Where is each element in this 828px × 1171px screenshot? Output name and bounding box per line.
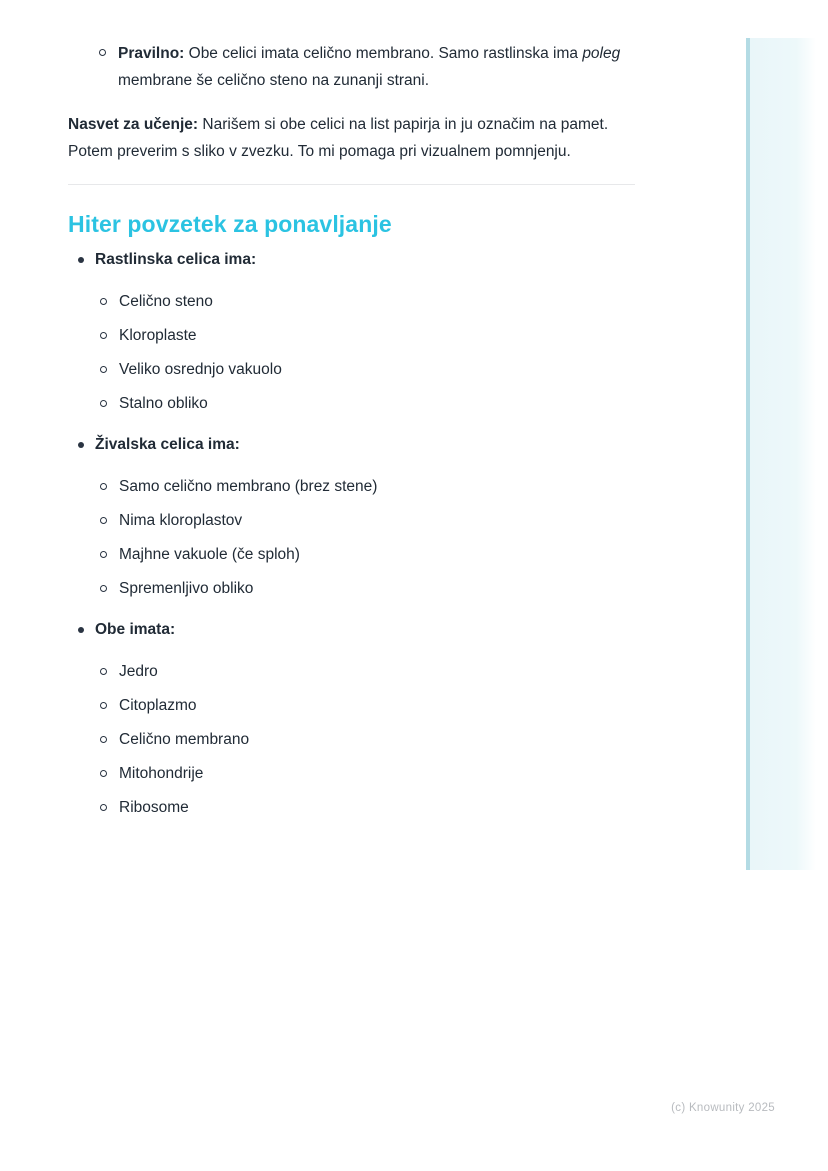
list-item (68, 289, 648, 315)
list-item (68, 357, 648, 383)
group-title: Rastlinska celica ima: (95, 251, 257, 268)
intro-bullet-list (68, 40, 648, 94)
footer-credit: (c) Knowunity 2025 (671, 1102, 775, 1114)
disc-bullet-icon (78, 257, 84, 263)
list-item-text: Ribosome (119, 799, 189, 816)
pravilno-text (118, 40, 626, 94)
page-edge-accent-fill (750, 38, 816, 870)
circle-bullet-icon (100, 585, 107, 592)
list-item-text: Samo celično membrano (brez stene) (119, 478, 378, 495)
circle-bullet-icon (100, 668, 107, 675)
list-item-text: Kloroplaste (119, 327, 197, 344)
list-item-pravilno (68, 40, 648, 94)
sub-list (68, 289, 648, 417)
group-head (68, 617, 648, 643)
circle-bullet-icon (100, 366, 107, 373)
page-edge-accent (746, 38, 816, 870)
group-head (68, 247, 648, 273)
circle-bullet-icon (100, 483, 107, 490)
list-item-text: Jedro (119, 663, 158, 680)
summary-group-rastlinska (68, 247, 648, 417)
pravilno-label: Pravilno: (118, 45, 185, 62)
summary-list (68, 247, 648, 821)
circle-bullet-icon (100, 551, 107, 558)
circle-bullet-icon (100, 332, 107, 339)
list-item-text: Majhne vakuole (če sploh) (119, 546, 300, 563)
circle-bullet-icon (100, 702, 107, 709)
list-item (68, 727, 648, 753)
list-item (68, 761, 648, 787)
list-item (68, 795, 648, 821)
disc-bullet-icon (78, 627, 84, 633)
group-title: Obe imata: (95, 621, 176, 638)
circle-bullet-icon (100, 804, 107, 811)
circle-bullet-icon (100, 736, 107, 743)
document-content (68, 40, 648, 836)
circle-bullet-icon (100, 517, 107, 524)
list-item (68, 391, 648, 417)
group-head (68, 432, 648, 458)
section-divider (68, 184, 635, 185)
list-item-text: Veliko osrednjo vakuolo (119, 361, 282, 378)
list-item-text: Spremenljivo obliko (119, 580, 254, 597)
study-tip-text: Narišem si obe celici na list papirja in ju označim na pamet. Potem preverim s sliko v zvezku. To mi pomaga pri vizualnem pomnjenju. (68, 116, 609, 160)
list-item (68, 323, 648, 349)
list-item (68, 474, 648, 500)
list-item (68, 576, 648, 602)
summary-group-obe (68, 617, 648, 821)
list-item-text: Nima kloroplastov (119, 512, 243, 529)
circle-bullet-icon (100, 298, 107, 305)
disc-bullet-icon (78, 442, 84, 448)
list-item-text: Stalno obliko (119, 395, 208, 412)
list-item-text: Citoplazmo (119, 697, 197, 714)
section-heading: Hiter povzetek za ponavljanje (68, 211, 392, 237)
list-item (68, 542, 648, 568)
pravilno-body-2: membrane še celično steno na zunanji strani. (118, 72, 430, 89)
list-item (68, 659, 648, 685)
sub-list (68, 659, 648, 821)
list-item (68, 508, 648, 534)
pravilno-italic-word: poleg (582, 45, 621, 62)
list-item-text: Celično steno (119, 293, 213, 310)
pravilno-body-1: Obe celici imata celično membrano. Samo rastlinska ima (184, 45, 583, 62)
list-item-text: Celično membrano (119, 731, 250, 748)
list-item-text: Mitohondrije (119, 765, 204, 782)
circle-bullet-icon (99, 49, 106, 56)
circle-bullet-icon (100, 400, 107, 407)
summary-group-zivalska (68, 432, 648, 602)
group-title: Živalska celica ima: (95, 436, 240, 453)
list-item (68, 693, 648, 719)
study-tip-label: Nasvet za učenje: (68, 116, 199, 133)
circle-bullet-icon (100, 770, 107, 777)
sub-list (68, 474, 648, 602)
study-tip (68, 111, 644, 165)
